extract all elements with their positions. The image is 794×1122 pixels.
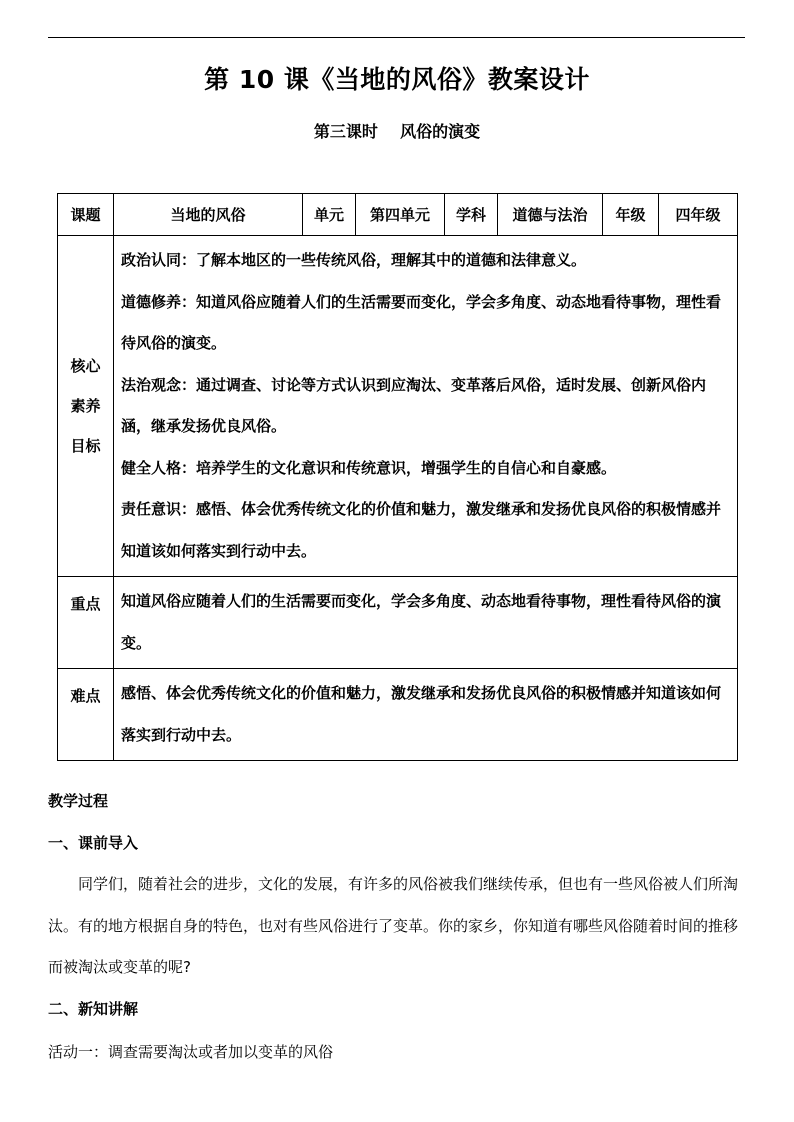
key-point-label: 重点 [58,577,114,669]
activity-one-text: 活动一：调查需要淘汰或者加以变革的风俗 [48,1043,334,1061]
core-label-line: 素养 [70,397,101,415]
teaching-process-heading: 教学过程 [48,792,109,810]
difficulty-content: 感悟、体会优秀传统文化的价值和魅力，激发继承和发扬优良风俗的积极情感并知道该如何落实到行动中去。 [114,669,738,761]
table-header-row [58,194,738,236]
header-rule [48,37,745,38]
key-point-content: 知道风俗应随着人们的生活需要而变化，学会多角度、动态地看待事物，理性看待风俗的演变。 [114,577,738,669]
document-subtitle: 第三课时 风俗的演变 [313,122,481,141]
lesson-info-table [57,193,738,761]
header-cell-unit-value: 第四单元 [356,194,445,236]
document-title: 第 10 课《当地的风俗》教案设计 [204,65,590,94]
goal-legal: 法治观念：通过调查、讨论等方式认识到应淘汰、变革落后风俗，适时发展、创新风俗内涵，继承发扬优良风俗。 [121,375,707,435]
goal-personality: 健全人格：培养学生的文化意识和传统意识，增强学生的自信心和自豪感。 [121,458,617,477]
core-label-line: 目标 [70,437,101,455]
section-intro-paragraph: 同学们，随着社会的进步，文化的发展，有许多的风俗被我们继续传承，但也有一些风俗被人们所淘汰。有的地方根据自身的特色，也对有些风俗进行了变革。你的家乡，你知道有哪些风俗随着时间的推移而被淘汰或变革的呢? [48,875,739,976]
header-cell-subject-label: 学科 [445,194,498,236]
goal-moral: 道德修养：知道风俗应随着人们的生活需要而变化，学会多角度、动态地看待事物，理性看待风俗的演变。 [121,292,722,352]
header-cell-topic-label: 课题 [58,194,114,236]
header-cell-subject-value: 道德与法治 [498,194,603,236]
core-label-line: 核心 [70,357,101,375]
goal-political: 政治认同：了解本地区的一些传统风俗，理解其中的道德和法律意义。 [121,251,587,269]
key-point-row [58,577,738,669]
header-cell-topic-value: 当地的风俗 [114,194,303,236]
section-new-knowledge-heading: 二、新知讲解 [48,1000,139,1018]
header-cell-grade-label: 年级 [603,194,659,236]
difficulty-label: 难点 [58,669,114,761]
difficulty-row [58,669,738,761]
header-cell-grade-value: 四年级 [659,194,738,236]
core-goals-content [114,236,738,577]
core-goals-label [58,236,114,577]
section-intro-heading: 一、课前导入 [48,834,139,852]
core-goals-row [58,236,738,577]
header-cell-unit-label: 单元 [303,194,356,236]
goal-responsibility: 责任意识：感悟、体会优秀传统文化的价值和魅力，激发继承和发扬优良风俗的积极情感并知道该如何落实到行动中去。 [121,500,722,560]
